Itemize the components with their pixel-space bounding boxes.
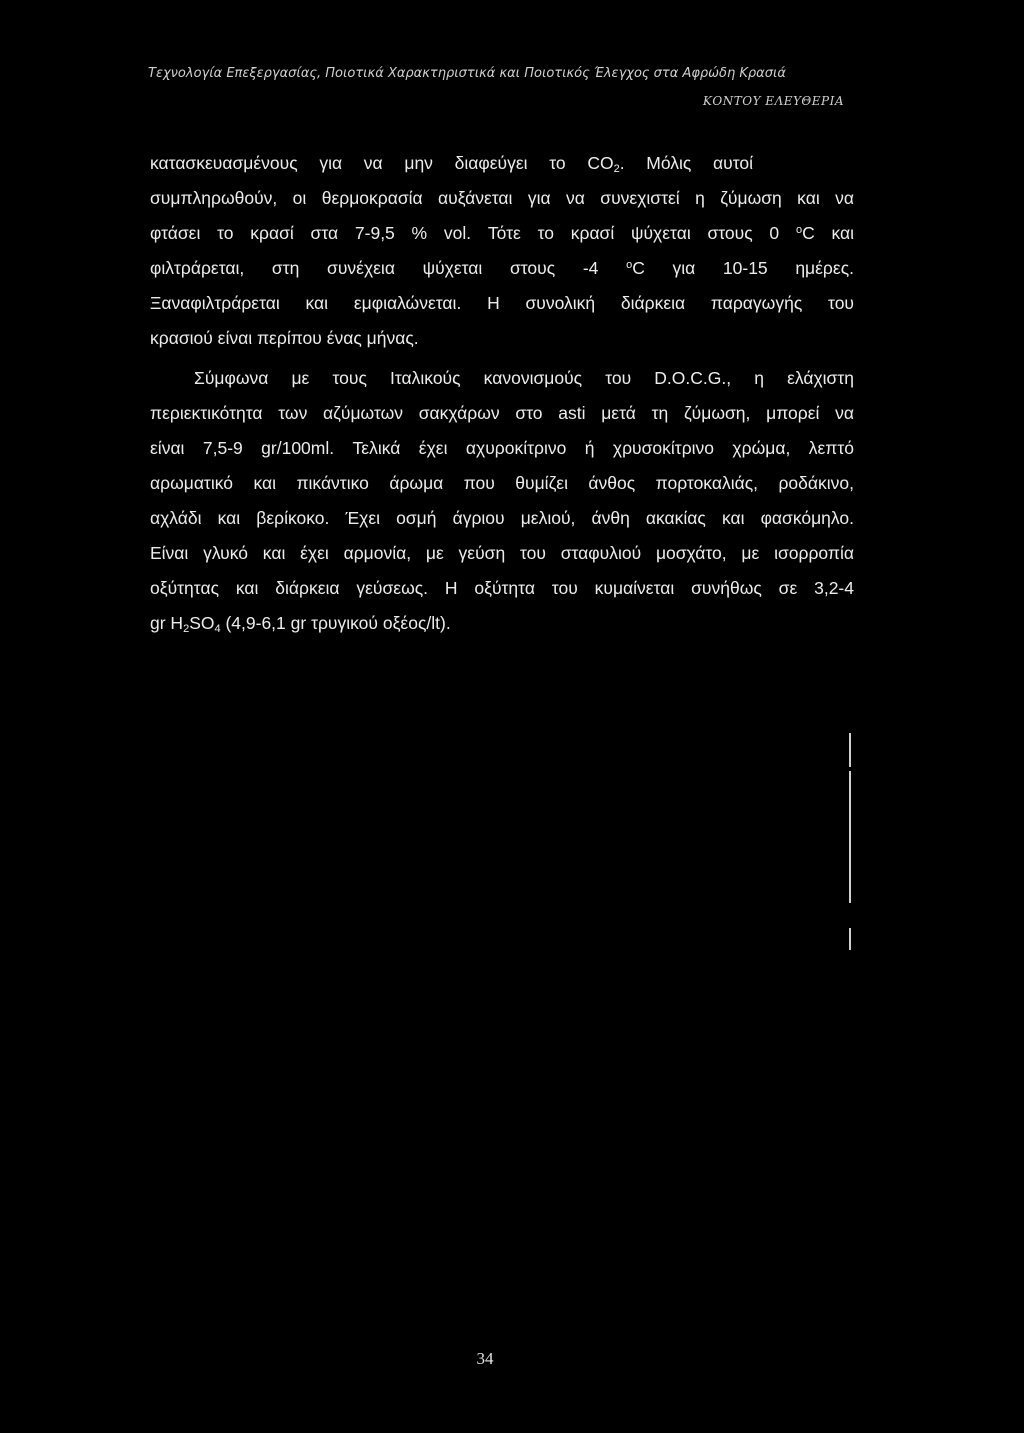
text-segment: κατασκευασμένους για να μην διαφεύγει το $CO_2$. Μόλις αυτοί: [150, 153, 753, 175]
text-line: αχλάδι και βερίκοκο. Έχει οσμή άγριου μελιού, άνθη ακακίας και φασκόμηλο.: [150, 508, 854, 528]
page-number: 34: [476, 1349, 494, 1368]
text-line: κρασιού είναι περίπου ένας μήνας.: [150, 328, 419, 348]
running-header-author: ΚΟΝΤΟΥ ΕΛΕΥΘΕΡΙΑ: [702, 94, 844, 108]
text-line: είναι 7,5-9 gr/100ml. Τελικά έχει αχυροκίτρινο ή χρυσοκίτρινο χρώμα, λεπτό: [150, 438, 854, 458]
text-line: οξύτητας και διάρκεια γεύσεως. Η οξύτητα του κυμαίνεται συνήθως σε 3,2-4: [150, 578, 854, 598]
text-line: αρωματικό και πικάντικο άρωμα που θυμίζει άνθος πορτοκαλιάς, ροδάκινο,: [150, 473, 854, 493]
text-line: φιλτράρεται, στη συνέχεια ψύχεται στους -4 $^o$C για 10-15 ημέρες.: [150, 258, 854, 278]
paragraph-1: [150, 146, 854, 356]
text-line: [150, 146, 854, 181]
text-line: Σύμφωνα με τους Ιταλικούς κανονισμούς του D.O.C.G., η ελάχιστη: [194, 368, 854, 388]
text-line: Ξαναφιλτράρεται και εμφιαλώνεται. Η συνολική διάρκεια παραγωγής του: [150, 293, 854, 313]
text-line: φτάσει το κρασί στα 7-9,5 % vol. Τότε το κρασί ψύχεται στους 0 $^o$C και: [150, 223, 855, 243]
margin-mark-line: [849, 733, 851, 767]
text-line: περιεκτικότητα των αζύμωτων σακχάρων στο asti μετά τη ζύμωση, μπορεί να: [150, 403, 854, 423]
paragraph-2: [150, 361, 854, 641]
text-line: Είναι γλυκό και έχει αρμονία, με γεύση του σταφυλιού μοσχάτο, με ισορροπία: [150, 543, 854, 563]
margin-mark-line: [849, 771, 851, 903]
running-header-title: Τεχνολογία Επεξεργασίας, Ποιοτικά Χαρακτηριστικά και Ποιοτικός Έλεγχος στα Αφρώδη Κρασιά: [148, 66, 786, 81]
margin-mark-line: [849, 928, 851, 950]
text-line: gr $H_2SO_4$ (4,9-6,1 gr τρυγικού οξέος/lt).: [150, 613, 451, 635]
text-line: συμπληρωθούν, οι θερμοκρασία αυξάνεται για να συνεχιστεί η ζύμωση και να: [150, 188, 854, 208]
